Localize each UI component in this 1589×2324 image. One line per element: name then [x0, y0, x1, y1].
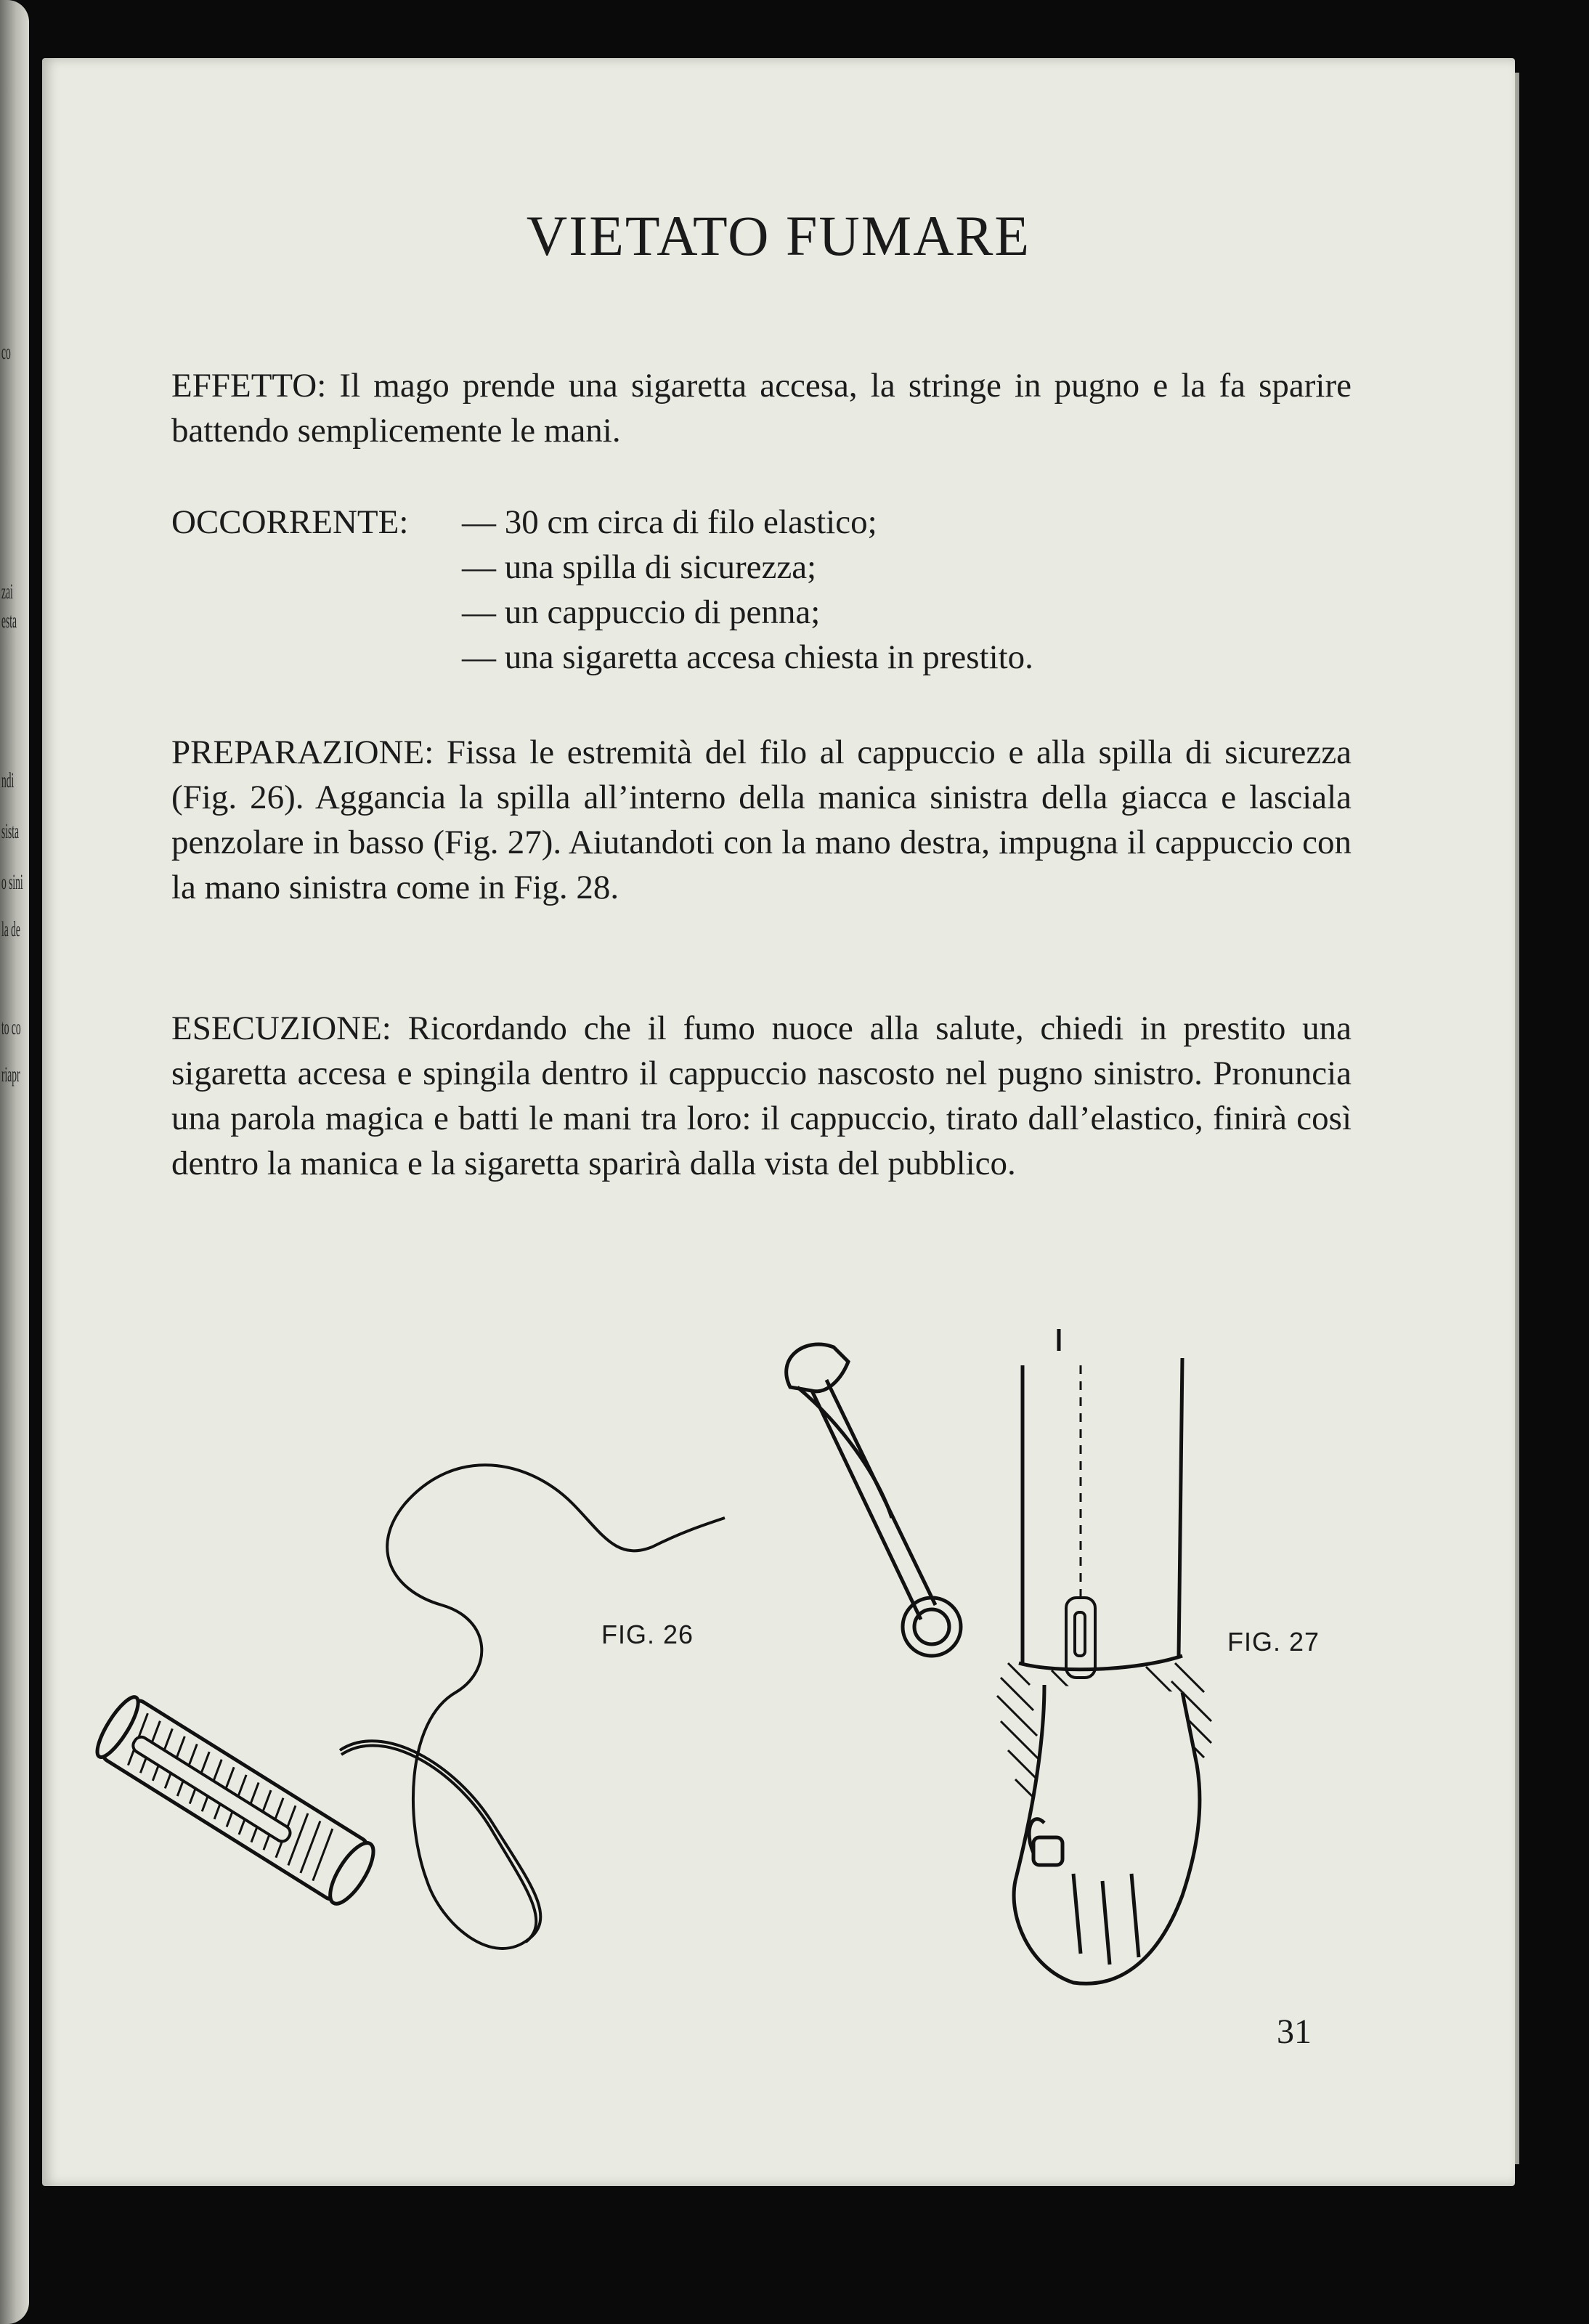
effect-text: EFFETTO: Il mago prende una sigaretta accesa, la stringe in pugno e la fa sparire battendo semplicemente le mani. [171, 367, 1352, 450]
preparation-text: PREPARAZIONE: Fissa le estremità del filo al cappuccio e alla spilla di sicurezza (Fig. 26). Aggancia la spilla all’interno della manica sinistra della giacca e lasciala penzolare in basso (Fig. 27). Aiutandoti con la mano destra, impugna il cappuccio con la mano sinistra come in Fig. 28. [171, 734, 1352, 906]
hidden-pen-cap-icon [1066, 1598, 1095, 1678]
materials-list [462, 500, 1033, 680]
left-page-fragment: ndi [1, 768, 15, 792]
fig27-illustration [964, 1256, 1269, 1997]
fig27-caption: FIG. 27 [1227, 1627, 1320, 1657]
page-number: 31 [1277, 2012, 1312, 2051]
safety-pin-icon [787, 1344, 961, 1656]
hand-icon [1014, 1685, 1200, 1983]
left-page-fragment: la de [1, 917, 20, 941]
left-page-fragment: to co [1, 1015, 21, 1039]
left-page-fragment: zai [1, 580, 13, 604]
left-page-fragment: esta [1, 609, 17, 633]
execution-paragraph [171, 1006, 1352, 1186]
effect-paragraph [171, 363, 1352, 453]
materials-item: — una spilla di sicurezza; [462, 548, 817, 586]
left-page-edge [0, 0, 29, 2324]
jacket-sleeve [1019, 1329, 1182, 1670]
page-title: VIETATO FUMARE [526, 204, 1031, 267]
fig26-illustration [151, 1285, 950, 2012]
left-page-fragment: co [1, 340, 11, 364]
materials-item: — un cappuccio di penna; [462, 593, 821, 631]
execution-text: ESECUZIONE: Ricordando che il fumo nuoce alla salute, chiedi in prestito una sigaretta accesa e spingila dentro il cappuccio nascosto nel pugno sinistro. Pronuncia una parola magica e batti le mani tra loro: il cappuccio, tirato dall’elastico, finirà così dentro la manica e la sigaretta sparirà dalla vista del pubblico. [171, 1009, 1352, 1182]
left-page-fragment: o sini [1, 870, 23, 894]
materials-item: — una sigaretta accesa chiesta in prestito. [462, 638, 1033, 676]
materials-label: OCCORRENTE: [171, 503, 409, 541]
left-page-fragment: sista [1, 819, 20, 843]
fig26-caption: FIG. 26 [601, 1620, 694, 1649]
elastic-thread [340, 1465, 725, 1949]
left-page-fragment: riapr [1, 1063, 20, 1086]
materials-item: — 30 cm circa di filo elastico; [462, 503, 877, 541]
pen-cap-icon [91, 1692, 381, 1910]
preparation-paragraph [171, 730, 1352, 910]
book-page [42, 58, 1515, 2186]
